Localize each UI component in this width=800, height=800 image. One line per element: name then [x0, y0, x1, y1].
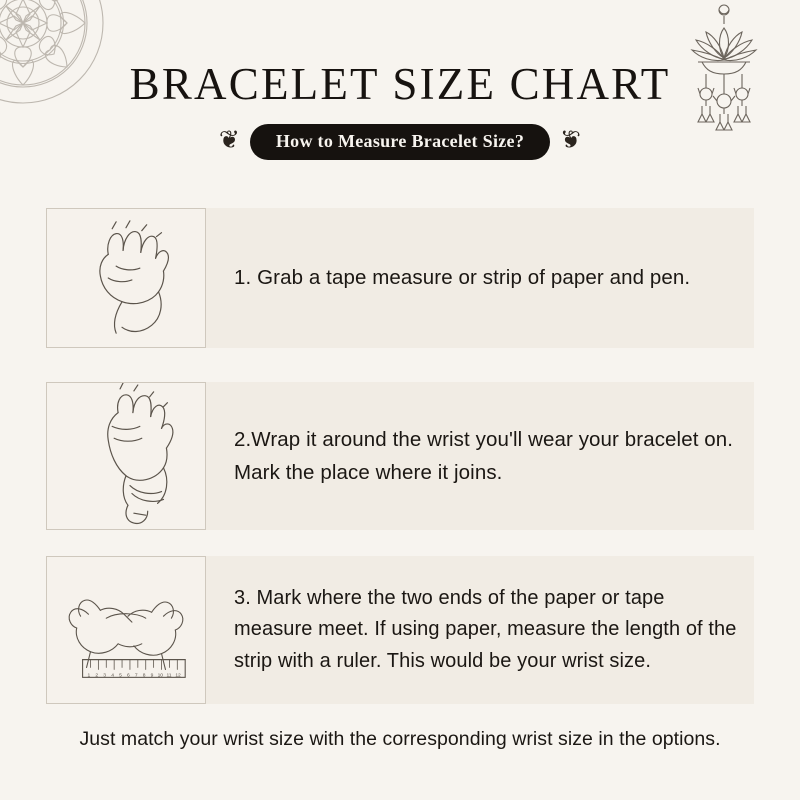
step-text: 2.Wrap it around the wrist you'll wear your bracelet on. Mark the place where it joins.: [234, 427, 734, 484]
svg-text:8: 8: [142, 673, 146, 679]
svg-text:3: 3: [103, 673, 107, 679]
step-row: [46, 556, 754, 704]
flourish-right-icon: ❦: [560, 126, 582, 154]
step-text: 1. Grab a tape measure or strip of paper and pen.: [234, 266, 691, 290]
page-title: BRACELET SIZE CHART: [129, 59, 671, 109]
hand-holding-tape-illustration: [46, 208, 206, 348]
svg-text:7: 7: [134, 673, 138, 679]
svg-text:12: 12: [175, 673, 181, 679]
svg-text:10: 10: [157, 673, 164, 679]
step-row: [46, 382, 754, 530]
svg-text:1: 1: [87, 673, 91, 679]
svg-text:5: 5: [119, 673, 122, 679]
footer-note: Just match your wrist size with the corresponding wrist size in the options.: [79, 728, 721, 750]
hand-wrapped-tape-illustration: [46, 382, 206, 530]
subtitle-row: [0, 124, 800, 160]
subtitle-badge: How to Measure Bracelet Size?: [250, 124, 550, 160]
svg-text:11: 11: [166, 673, 172, 679]
step-row: [46, 208, 754, 348]
svg-text:4: 4: [111, 673, 114, 679]
svg-text:6: 6: [126, 673, 130, 679]
flourish-left-icon: ❦: [218, 126, 240, 154]
svg-text:2: 2: [95, 673, 99, 679]
step-text: 3. Mark where the two ends of the paper or tape measure meet. If using paper, measure the length of the strip with a ruler. This would be your wrist size.: [234, 586, 737, 672]
hands-measuring-with-ruler-illustration: [46, 556, 206, 704]
svg-text:9: 9: [150, 673, 154, 679]
